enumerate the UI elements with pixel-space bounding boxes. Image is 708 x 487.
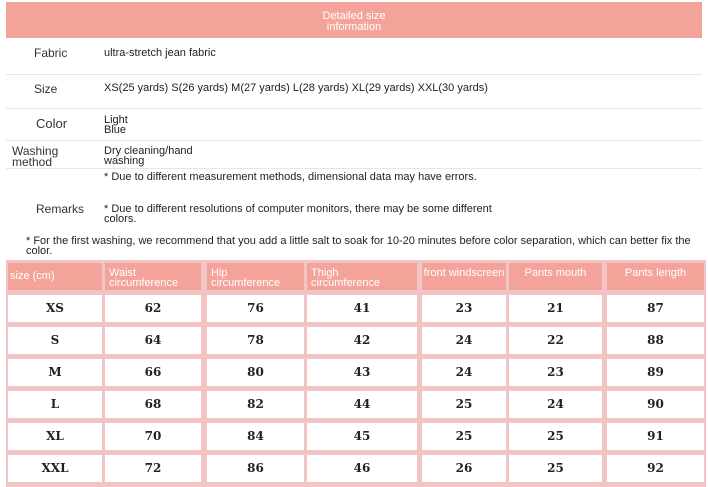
- measurement-cell: 24: [509, 391, 602, 418]
- table-row: [6, 421, 706, 452]
- header-label: size (cm): [10, 270, 55, 282]
- waist-header: [105, 263, 201, 290]
- size-value: XS(25 yards) S(26 yards) M(27 yards) L(28 yards) XL(29 yards) XXL(30 yards): [104, 82, 488, 94]
- measurement-cell: 88: [607, 327, 704, 354]
- measurement-cell: 90: [607, 391, 704, 418]
- size-cell: XL: [8, 423, 102, 450]
- header-label: front windscreen: [423, 267, 505, 279]
- header-label: Pants length: [624, 267, 687, 279]
- table-row: [6, 453, 706, 484]
- measurement-cell: 44: [307, 391, 417, 418]
- measurement-cell: 25: [422, 391, 506, 418]
- measurement-cell: 80: [207, 359, 304, 386]
- length-header: [607, 263, 704, 290]
- measurement-cell: 26: [422, 455, 506, 482]
- washing-label: Washing method: [12, 144, 59, 169]
- measurement-cell: 22: [509, 327, 602, 354]
- remarks-label: Remarks: [36, 202, 85, 216]
- color-value: Light Blue: [104, 114, 128, 136]
- measurement-cell: 82: [207, 391, 304, 418]
- remark-monitor: * Due to different resolutions of computer monitors, there may be some different colors.: [104, 203, 492, 225]
- fabric-label: Fabric: [34, 46, 68, 60]
- info-banner: [6, 2, 702, 38]
- first-wash-note: * For the first washing, we recommend that you add a little salt to soak for 10-20 minutes before color separation, which can better fix the color.: [26, 235, 691, 257]
- measurement-cell: 24: [422, 327, 506, 354]
- size-chart-table: [6, 260, 706, 487]
- measurement-cell: 86: [207, 455, 304, 482]
- measurement-cell: 66: [105, 359, 201, 386]
- measurement-cell: 42: [307, 327, 417, 354]
- banner-title: Detailed size information: [322, 10, 386, 33]
- remarks-row: [6, 168, 702, 232]
- fabric-row: [6, 38, 702, 75]
- measurement-cell: 23: [509, 359, 602, 386]
- measurement-cell: 64: [105, 327, 201, 354]
- color-label: Color: [36, 116, 68, 131]
- measurement-cell: 25: [509, 423, 602, 450]
- size-cell: XXL: [8, 455, 102, 482]
- measurement-cell: 78: [207, 327, 304, 354]
- color-row: [6, 108, 702, 141]
- measurement-cell: 21: [509, 295, 602, 322]
- measurement-cell: 70: [105, 423, 201, 450]
- table-row: [6, 357, 706, 388]
- measurement-cell: 45: [307, 423, 417, 450]
- thigh-header: [307, 263, 417, 290]
- size-cell: S: [8, 327, 102, 354]
- table-row: [6, 293, 706, 324]
- measurement-cell: 46: [307, 455, 417, 482]
- washing-row: [6, 140, 702, 169]
- table-row: [6, 389, 706, 420]
- size-cell: M: [8, 359, 102, 386]
- measurement-cell: 41: [307, 295, 417, 322]
- measurement-cell: 72: [105, 455, 201, 482]
- size-cell: L: [8, 391, 102, 418]
- measurement-cell: 23: [422, 295, 506, 322]
- size-header: [8, 263, 102, 290]
- hip-header: [207, 263, 304, 290]
- remark-measurement: * Due to different measurement methods, dimensional data may have errors.: [104, 171, 477, 183]
- header-label: Thigh circumference: [311, 267, 381, 289]
- header-label: Hip circumference: [211, 267, 281, 289]
- header-label: Pants mouth: [524, 267, 587, 279]
- measurement-cell: 76: [207, 295, 304, 322]
- header-label: Waist circumference: [109, 267, 179, 289]
- measurement-cell: 92: [607, 455, 704, 482]
- size-row: [6, 74, 702, 109]
- table-row: [6, 325, 706, 356]
- size-chart-header: [6, 260, 706, 293]
- measurement-cell: 62: [105, 295, 201, 322]
- mouth-header: [509, 263, 602, 290]
- measurement-cell: 43: [307, 359, 417, 386]
- measurement-cell: 84: [207, 423, 304, 450]
- measurement-cell: 24: [422, 359, 506, 386]
- measurement-cell: 87: [607, 295, 704, 322]
- measurement-cell: 68: [105, 391, 201, 418]
- washing-value: Dry cleaning/hand washing: [104, 145, 193, 167]
- size-cell: XS: [8, 295, 102, 322]
- measurement-cell: 25: [509, 455, 602, 482]
- front-header: [422, 263, 506, 290]
- measurement-cell: 25: [422, 423, 506, 450]
- fabric-value: ultra-stretch jean fabric: [104, 47, 216, 59]
- measurement-cell: 89: [607, 359, 704, 386]
- measurement-cell: 91: [607, 423, 704, 450]
- size-label: Size: [34, 82, 58, 96]
